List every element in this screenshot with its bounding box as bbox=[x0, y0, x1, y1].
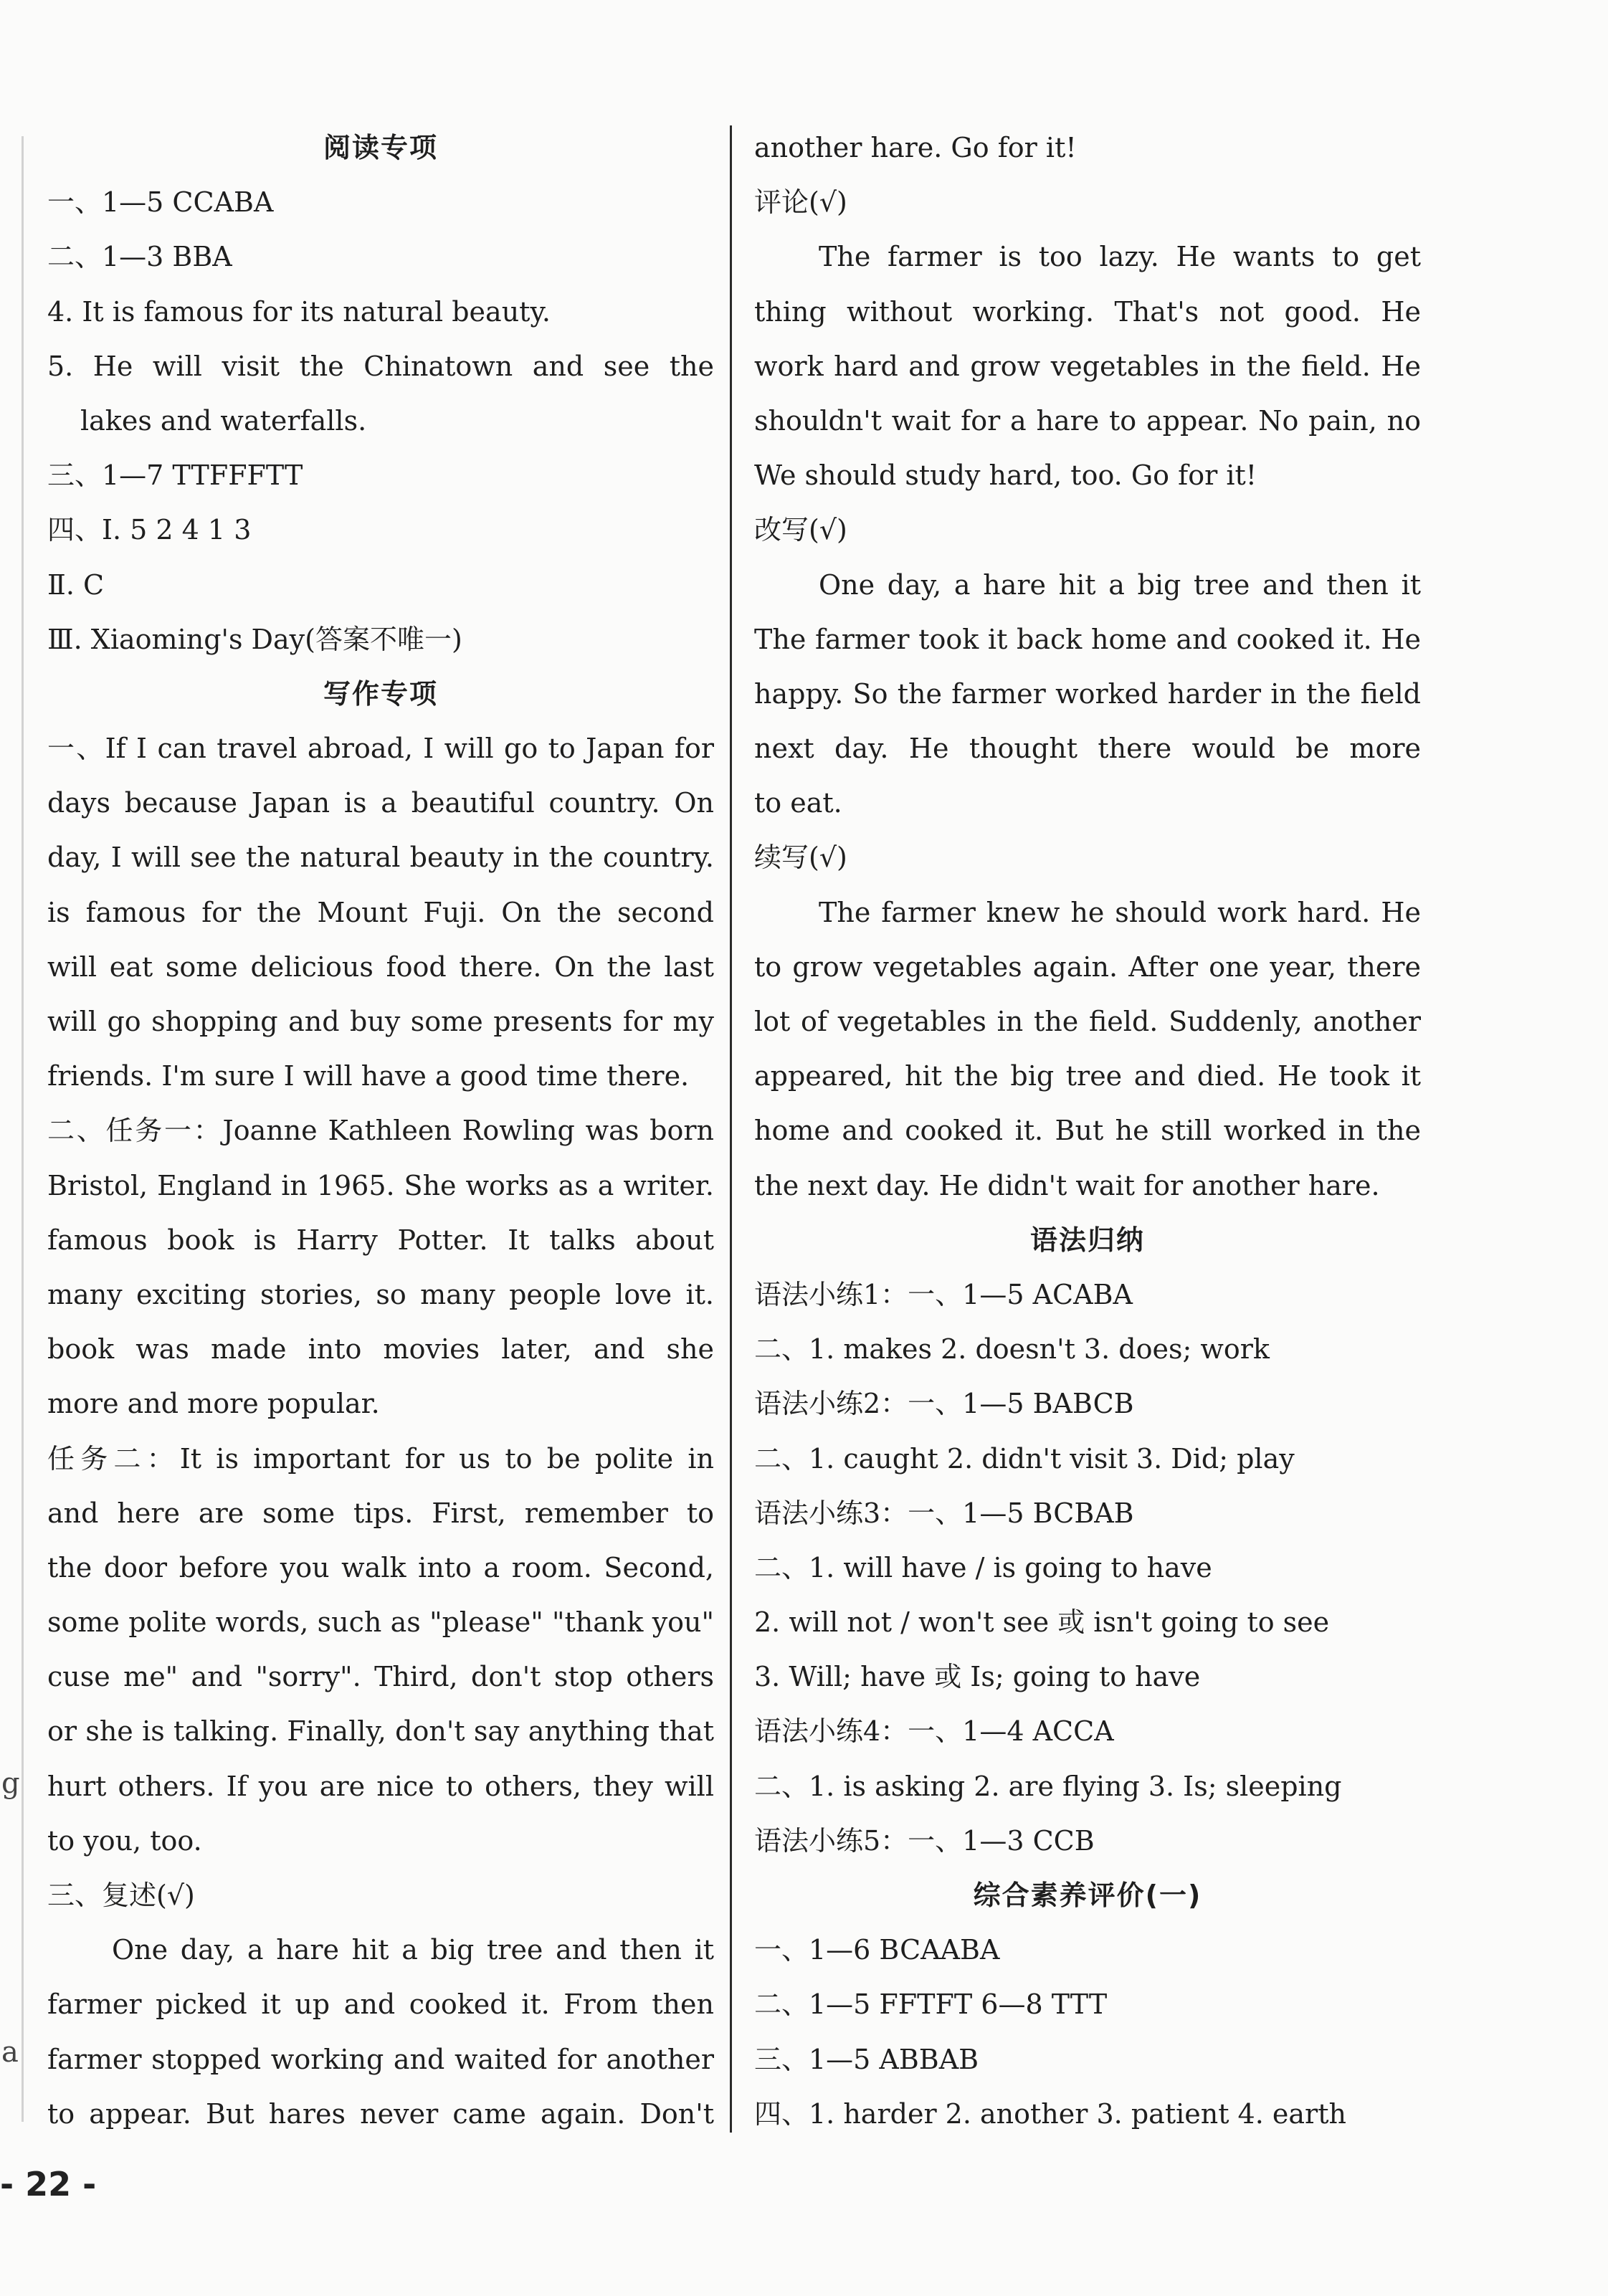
text-line: 二、1—3 BBA bbox=[47, 241, 232, 273]
text-line: home and cooked it. But he still worked in the bbox=[754, 1115, 1421, 1147]
text-line: lot of vegetables in the field. Suddenly, another bbox=[754, 1006, 1421, 1037]
text-line: to you, too. bbox=[47, 1824, 202, 1857]
text-line: to eat. bbox=[754, 787, 842, 819]
text-line: more and more popular. bbox=[47, 1388, 380, 1420]
text-line: the next day. He didn't wait for another hare. bbox=[754, 1169, 1380, 1201]
text-line: 语法小练1：一、1—5 ACABA bbox=[754, 1278, 1133, 1310]
text-line: 改写(√) bbox=[754, 514, 847, 546]
text-line: 四、1. harder 2. another 3. patient 4. earth bbox=[754, 2097, 1346, 2130]
text-line: famous book is Harry Potter. It talks about bbox=[47, 1224, 714, 1256]
right-column bbox=[754, 120, 1421, 2141]
text-line: 一、1—5 CCABA bbox=[47, 186, 274, 219]
section-heading: 综合素养评价(一) bbox=[973, 1880, 1202, 1911]
text-line: will eat some delicious food there. On the last bbox=[47, 951, 714, 983]
text-line: to appear. But hares never came again. Don't bbox=[47, 2097, 714, 2130]
section-heading: 写作专项 bbox=[323, 677, 438, 710]
text-line: 二、1. is asking 2. are flying 3. Is; sleeping bbox=[754, 1770, 1342, 1802]
section-heading: 阅读专项 bbox=[323, 132, 438, 163]
text-line: happy. So the farmer worked harder in the field bbox=[754, 677, 1421, 710]
text-line: farmer stopped working and waited for another bbox=[47, 2043, 714, 2075]
text-line: another hare. Go for it! bbox=[754, 132, 1077, 163]
text-line: 续写(√) bbox=[754, 842, 847, 874]
text-line: 2. will not / won't see 或 isn't going to see bbox=[754, 1606, 1330, 1639]
text-line: 3. Will; have 或 Is; going to have bbox=[754, 1661, 1201, 1693]
text-line: 三、1—7 TTFFFTT bbox=[47, 459, 303, 492]
text-line: One day, a hare hit a big tree and then it bbox=[112, 1934, 714, 1966]
text-line: to grow vegetables again. After one year, there bbox=[754, 951, 1421, 983]
text-line: appeared, hit the big tree and died. He took it bbox=[754, 1060, 1421, 1092]
text-line: or she is talking. Finally, don't say anything that bbox=[47, 1715, 714, 1748]
text-line: We should study hard, too. Go for it! bbox=[754, 459, 1257, 492]
text-line: friends. I'm sure I will have a good time there. bbox=[47, 1060, 690, 1092]
text-line: 二、任务一：Joanne Kathleen Rowling was born bbox=[47, 1115, 714, 1147]
text-line: next day. He thought there would be more bbox=[754, 733, 1421, 765]
text-line: 一、1—6 BCAABA bbox=[754, 1934, 1000, 1966]
text-line: 四、Ⅰ. 5 2 4 1 3 bbox=[47, 514, 252, 546]
text-line: book was made into movies later, and she bbox=[47, 1333, 714, 1366]
text-line: 任务二：It is important for us to be polite in bbox=[47, 1442, 714, 1475]
text-line: work hard and grow vegetables in the field. He bbox=[754, 350, 1421, 382]
text-line: 语法小练5：一、1—3 CCB bbox=[754, 1824, 1095, 1857]
section-heading: 语法归纳 bbox=[1029, 1224, 1145, 1256]
left-margin-rule bbox=[22, 136, 24, 2122]
text-line: days because Japan is a beautiful country. On bbox=[47, 787, 714, 819]
text-line: many exciting stories, so many people love it. bbox=[47, 1278, 714, 1310]
text-line: 语法小练4：一、1—4 ACCA bbox=[754, 1715, 1114, 1748]
text-line: thing without working. That's not good. He bbox=[754, 295, 1421, 328]
text-line: 4. It is famous for its natural beauty. bbox=[47, 295, 551, 328]
text-line: lakes and waterfalls. bbox=[80, 404, 367, 437]
text-line: and here are some tips. First, remember to bbox=[47, 1497, 714, 1529]
text-line: cuse me" and "sorry". Third, don't stop others bbox=[47, 1661, 714, 1693]
text-line: 5. He will visit the Chinatown and see the bbox=[47, 350, 714, 382]
text-line: 二、1. caught 2. didn't visit 3. Did; play bbox=[754, 1442, 1295, 1475]
column-divider bbox=[730, 125, 732, 2133]
text-line: 评论(√) bbox=[754, 186, 847, 219]
text-line: 语法小练2：一、1—5 BABCB bbox=[754, 1388, 1134, 1420]
text-line: One day, a hare hit a big tree and then it bbox=[819, 568, 1421, 601]
page-number: - 22 - bbox=[0, 2165, 97, 2204]
text-line: hurt others. If you are nice to others, they will bbox=[47, 1770, 714, 1802]
text-line: shouldn't wait for a hare to appear. No pain, no bbox=[754, 404, 1421, 437]
text-line: will go shopping and buy some presents for my bbox=[47, 1006, 714, 1037]
text-line: 二、1—5 FFTFT 6—8 TTT bbox=[754, 1988, 1108, 2021]
text-line: day, I will see the natural beauty in the country. bbox=[47, 842, 714, 874]
edge-fragment: a bbox=[1, 2036, 19, 2069]
text-line: Bristol, England in 1965. She works as a writer. bbox=[47, 1169, 714, 1201]
text-line: 三、复述(√) bbox=[47, 1880, 195, 1911]
text-line: 语法小练3：一、1—5 BCBAB bbox=[754, 1497, 1134, 1529]
text-line: The farmer is too lazy. He wants to get bbox=[819, 241, 1421, 273]
text-line: 一、If I can travel abroad, I will go to Japan for bbox=[47, 733, 714, 765]
text-line: 二、1. makes 2. doesn't 3. does; work bbox=[754, 1333, 1270, 1366]
text-line: some polite words, such as "please" "thank you" bbox=[47, 1606, 714, 1639]
text-line: Ⅲ. Xiaoming's Day(答案不唯一) bbox=[47, 623, 462, 655]
text-line: farmer picked it up and cooked it. From then bbox=[47, 1988, 714, 2021]
left-column bbox=[47, 120, 714, 2141]
text-line: the door before you walk into a room. Second, bbox=[47, 1551, 714, 1583]
text-line: Ⅱ. C bbox=[47, 568, 105, 601]
text-line: is famous for the Mount Fuji. On the second bbox=[47, 896, 714, 928]
text-line: 二、1. will have / is going to have bbox=[754, 1551, 1212, 1583]
edge-fragment: g bbox=[1, 1767, 20, 1800]
text-line: The farmer knew he should work hard. He bbox=[819, 896, 1421, 928]
text-line: The farmer took it back home and cooked it. He bbox=[754, 623, 1421, 655]
text-line: 三、1—5 ABBAB bbox=[754, 2043, 979, 2075]
